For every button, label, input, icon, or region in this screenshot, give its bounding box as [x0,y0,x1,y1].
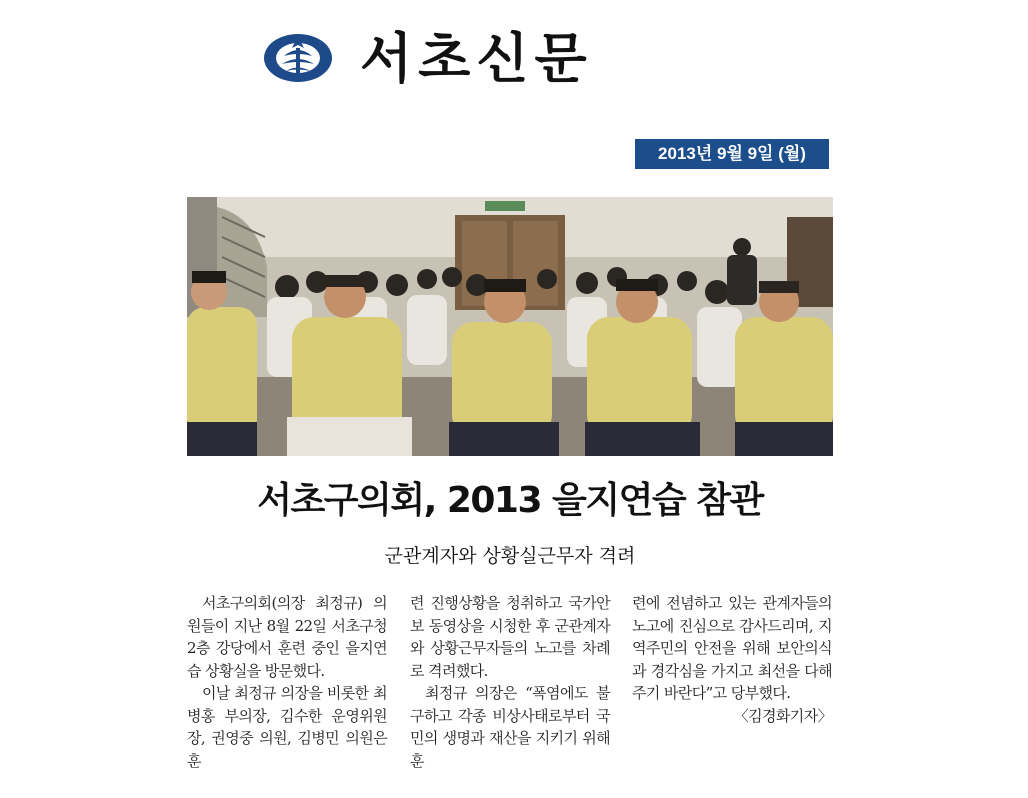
seocho-emblem-icon [262,26,334,86]
article-headline: 서초구의회, 2013 을지연습 참관 [257,480,763,521]
council-members-audience-photo [187,197,833,456]
article-column-2 [410,592,610,772]
paragraph: 련에 전념하고 있는 관계자들의 노고에 진심으로 감사드리며, 지역주민의 안전을 위해 보안의식과 경각심을 가지고 최선을 다해주기 바란다”고 당부했다. [632,594,832,702]
newspaper-logo: 서초신문 [360,27,593,90]
masthead [262,24,712,94]
paragraph: 이날 최정규 의장을 비롯한 최병홍 부의장, 김수한 운영위원장, 권영중 의원, 김병민 의원은 훈 [187,684,387,770]
article-subheadline: 군관계자와 상황실근무자 격려 [384,545,636,567]
paragraph: 련 진행상황을 청취하고 국가안보 동영상을 시청한 후 군관계자와 상황근무자들의 노고를 차례로 격려했다. [410,594,610,680]
paragraph: 최정규 의장은 “폭염에도 불구하고 각종 비상사태로부터 국민의 생명과 재산을 지키기 위해 훈 [410,684,610,770]
paragraph: 서초구의회(의장 최정규) 의원들이 지난 8월 22일 서초구청 2층 강당에서 훈련 중인 을지연습 상황실을 방문했다. [187,594,387,680]
article-column-1 [187,592,387,772]
issue-date: 2013년 9월 9일 (월) [635,139,829,169]
article-column-3 [632,592,832,727]
article-byline: 〈김경화기자〉 [733,706,832,725]
